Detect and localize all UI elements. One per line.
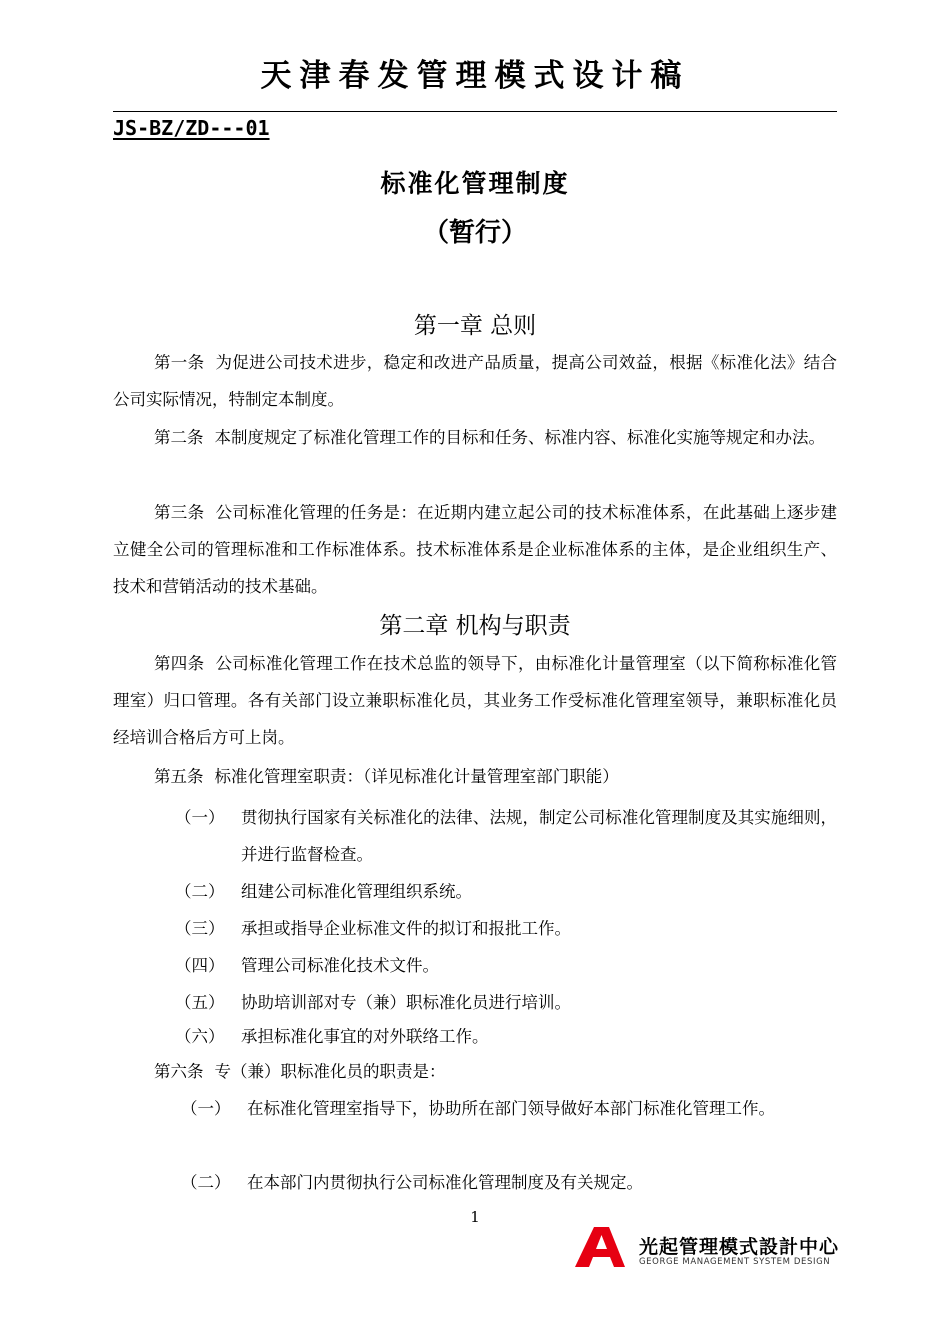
list-item-text: 贯彻执行国家有关标准化的法律、法规，制定公司标准化管理制度及其实施细则，并进行监督检查。 <box>241 808 837 864</box>
article-text: 标准化管理室职责：（详见标准化计量管理室部门职能） <box>214 767 619 786</box>
article-1 <box>113 344 837 418</box>
article-6 <box>113 1053 837 1090</box>
article-label: 第一条 <box>154 353 205 372</box>
list-item-text: 管理公司标准化技术文件。 <box>241 956 439 975</box>
logo-english-text: GEORGE MANAGEMENT SYSTEM DESIGN <box>639 1257 831 1267</box>
list-item-text: 协助培训部对专（兼）职标准化员进行培训。 <box>241 993 571 1012</box>
article-label: 第六条 <box>154 1062 204 1081</box>
list-item-text: 承担或指导企业标准文件的拟订和报批工作。 <box>241 919 571 938</box>
list-item-text: 在本部门内贯彻执行公司标准化管理制度及有关规定。 <box>247 1173 643 1192</box>
letter-a-logo-icon <box>573 1226 631 1268</box>
list-item-text: 组建公司标准化管理组织系统。 <box>241 882 472 901</box>
document-code: JS-BZ/ZD---01 <box>113 116 270 140</box>
document-subtitle: （暂行） <box>422 218 527 248</box>
list-item-number: （三） <box>175 919 225 938</box>
list-item-number: （四） <box>175 956 225 975</box>
list-item <box>175 799 837 873</box>
article-label: 第五条 <box>154 767 204 786</box>
article-3 <box>113 494 837 605</box>
article-label: 第三条 <box>154 503 205 522</box>
logo-chinese-text: 光起管理模式設計中心 <box>639 1236 840 1258</box>
article-text: 专（兼）职标准化员的职责是： <box>214 1062 446 1081</box>
article-text: 公司标准化管理工作在技术总监的领导下，由标准化计量管理室（以下简称标准化管理室）归口管理。各有关部门设立兼职标准化员，其业务工作受标准化管理室领导，兼职标准化员经培训合格后方可上岗。 <box>113 654 838 747</box>
list-item-number: （六） <box>175 1027 225 1046</box>
article-label: 第四条 <box>154 654 205 673</box>
article-label: 第二条 <box>154 428 204 447</box>
list-item-number: （一） <box>175 808 225 827</box>
article-2 <box>113 419 837 456</box>
list-item-number: （一） <box>181 1099 231 1118</box>
company-header-title: 天津春发管理模式设计稿 <box>260 58 690 94</box>
footer-logo <box>573 1226 843 1276</box>
chapter-1-heading: 第一章 总则 <box>413 313 537 339</box>
header-divider <box>113 111 837 112</box>
article-text: 为促进公司技术进步，稳定和改进产品质量，提高公司效益，根据《标准化法》结合公司实际情况，特制定本制度。 <box>113 353 838 409</box>
list-item-text: 承担标准化事宜的对外联络工作。 <box>241 1027 489 1046</box>
document-title: 标准化管理制度 <box>380 169 570 198</box>
list-item <box>181 1090 837 1164</box>
article-5 <box>113 758 837 795</box>
list-item-number: （二） <box>175 882 225 901</box>
list-item-number: （五） <box>175 993 225 1012</box>
article-4 <box>113 645 837 756</box>
list-item-number: （二） <box>181 1173 231 1192</box>
article-text: 公司标准化管理的任务是：在近期内建立起公司的技术标准体系，在此基础上逐步建立健全公司的管理标准和工作标准体系。技术标准体系是企业标准体系的主体，是企业组织生产、技术和营销活动的技术基础。 <box>113 503 838 596</box>
chapter-2-heading: 第二章 机构与职责 <box>379 613 571 639</box>
article-text: 本制度规定了标准化管理工作的目标和任务、标准内容、标准化实施等规定和办法。 <box>214 428 825 447</box>
list-item-text: 在标准化管理室指导下，协助所在部门领导做好本部门标准化管理工作。 <box>247 1099 775 1118</box>
page-number: 1 <box>470 1208 480 1226</box>
